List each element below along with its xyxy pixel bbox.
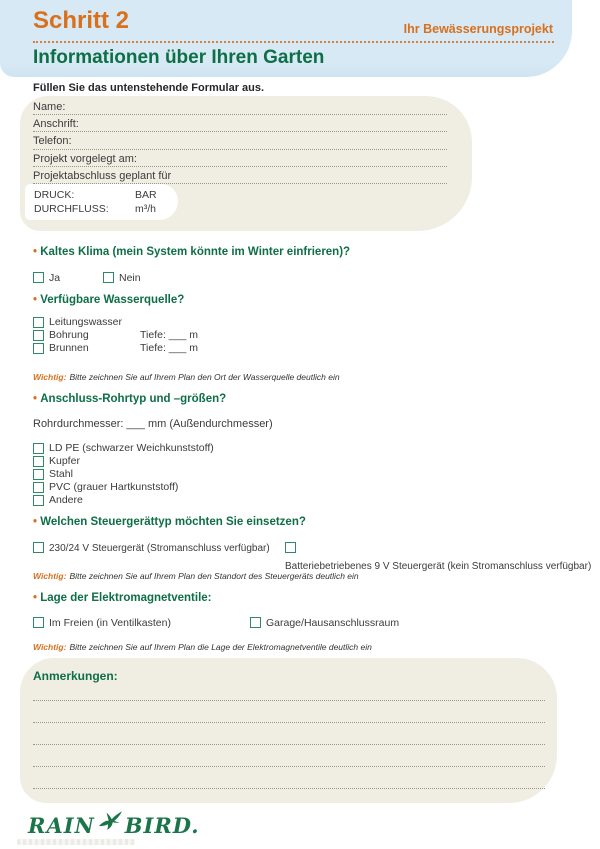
page-title: Informationen über Ihren Garten xyxy=(33,47,325,68)
water-option-well: Brunnen Tiefe: ___ m xyxy=(33,342,333,355)
header-band xyxy=(0,0,572,77)
pipe-option-other: Andere xyxy=(33,494,214,507)
section-controller-heading: • Welchen Steuergerättyp möchten Sie einsetzen? xyxy=(33,516,306,528)
section-pipe-heading: • Anschluss-Rohrtyp und –größen? xyxy=(33,393,226,405)
form-instruction: Füllen Sie das untenstehende Formular aus. xyxy=(33,82,265,94)
notes-line[interactable] xyxy=(33,700,545,701)
pressure-flow-box xyxy=(25,184,178,220)
logo-word-rain: RAIN xyxy=(28,812,95,838)
controller-option-mains: 230/24 V Steuergerät (Stromanschluss verfügbar) xyxy=(33,538,270,556)
pressure-unit[interactable]: BAR xyxy=(135,189,157,201)
pipe-options xyxy=(33,442,214,506)
flow-label: DURCHFLUSS: xyxy=(34,202,109,215)
label-ja: Ja xyxy=(49,272,61,284)
field-phone[interactable]: Telefon: xyxy=(33,132,447,149)
label-nein: Nein xyxy=(119,272,141,284)
checkbox-garage[interactable] xyxy=(250,617,261,628)
section-valves-heading: • Lage der Elektromagnetventile: xyxy=(33,592,212,604)
water-option-borehole: Bohrung Tiefe: ___ m xyxy=(33,329,333,342)
checkbox-leitungswasser[interactable] xyxy=(33,317,44,328)
section-climate-heading: • Kaltes Klima (mein System könnte im Winter einfrieren)? xyxy=(33,246,350,258)
field-project-completion[interactable]: Projektabschluss geplant für xyxy=(33,167,447,184)
note-controller-location: Wichtig: Bitte zeichnen Sie auf Ihrem Plan den Standort des Steuergeräts deutlich ein xyxy=(33,571,359,581)
valves-option-outdoor: Im Freien (in Ventilkasten) xyxy=(33,613,171,631)
pipe-option-steel: Stahl xyxy=(33,468,214,481)
depth-field-well[interactable]: Tiefe: ___ m xyxy=(140,341,198,354)
section-water-heading: • Verfügbare Wasserquelle? xyxy=(33,294,184,306)
contact-fields xyxy=(33,98,447,184)
flow-unit[interactable]: m³/h xyxy=(135,202,156,215)
rain-bird-logo xyxy=(28,808,200,843)
water-option-mains: Leitungswasser xyxy=(33,316,333,329)
notes-line[interactable] xyxy=(33,788,545,789)
water-options xyxy=(33,316,333,355)
pipe-diameter-field[interactable]: Rohrdurchmesser: ___ mm (Außendurchmesser) xyxy=(33,418,273,430)
checkbox-ld-pe[interactable] xyxy=(33,443,44,454)
climate-option-no xyxy=(103,268,141,286)
depth-field-borehole[interactable]: Tiefe: ___ m xyxy=(140,328,198,341)
bird-icon xyxy=(95,808,125,843)
checkbox-andere[interactable] xyxy=(33,495,44,506)
checkbox-9v-steuergeraet[interactable] xyxy=(285,542,296,553)
field-project-submitted[interactable]: Projekt vorgelegt am: xyxy=(33,150,447,167)
field-address[interactable]: Anschrift: xyxy=(33,115,447,132)
pressure-label: DRUCK: xyxy=(34,189,75,201)
contact-details-panel xyxy=(20,96,472,231)
checkbox-bohrung[interactable] xyxy=(33,330,44,341)
checkbox-230-24v-steuergeraet[interactable] xyxy=(33,542,44,553)
step-title: Schritt 2 xyxy=(33,7,130,34)
logo-word-bird: BIRD. xyxy=(124,812,200,838)
notes-heading: Anmerkungen: xyxy=(33,669,118,683)
pipe-option-copper: Kupfer xyxy=(33,455,214,468)
notes-line[interactable] xyxy=(33,766,545,767)
controller-option-battery: Batteriebetriebenes 9 V Steuergerät (kein Stromanschluss verfügbar) xyxy=(285,538,600,574)
checkbox-nein[interactable] xyxy=(103,272,114,283)
checkbox-stahl[interactable] xyxy=(33,469,44,480)
header-dotted-rule xyxy=(33,41,554,43)
notes-line[interactable] xyxy=(33,722,545,723)
notes-line[interactable] xyxy=(33,744,545,745)
pipe-option-pvc: PVC (grauer Hartkunststoff) xyxy=(33,481,214,494)
note-water-source: Wichtig: Bitte zeichnen Sie auf Ihrem Plan den Ort der Wasserquelle deutlich ein xyxy=(33,372,340,382)
note-valves-location: Wichtig: Bitte zeichnen Sie auf Ihrem Plan die Lage der Elektromagnetventile deutlich ein xyxy=(33,642,372,652)
checkbox-brunnen[interactable] xyxy=(33,343,44,354)
notes-panel xyxy=(20,658,557,803)
checkbox-pvc[interactable] xyxy=(33,482,44,493)
project-label: Ihr Bewässerungsprojekt xyxy=(403,22,553,36)
checkbox-ja[interactable] xyxy=(33,272,44,283)
pipe-option-ldpe: LD PE (schwarzer Weichkunststoff) xyxy=(33,442,214,455)
climate-option-yes xyxy=(33,268,60,286)
valves-option-garage: Garage/Hausanschlussraum xyxy=(250,613,399,631)
checkbox-kupfer[interactable] xyxy=(33,456,44,467)
field-name[interactable]: Name: xyxy=(33,98,447,115)
checkbox-im-freien[interactable] xyxy=(33,617,44,628)
footer-fine-print xyxy=(17,839,135,845)
